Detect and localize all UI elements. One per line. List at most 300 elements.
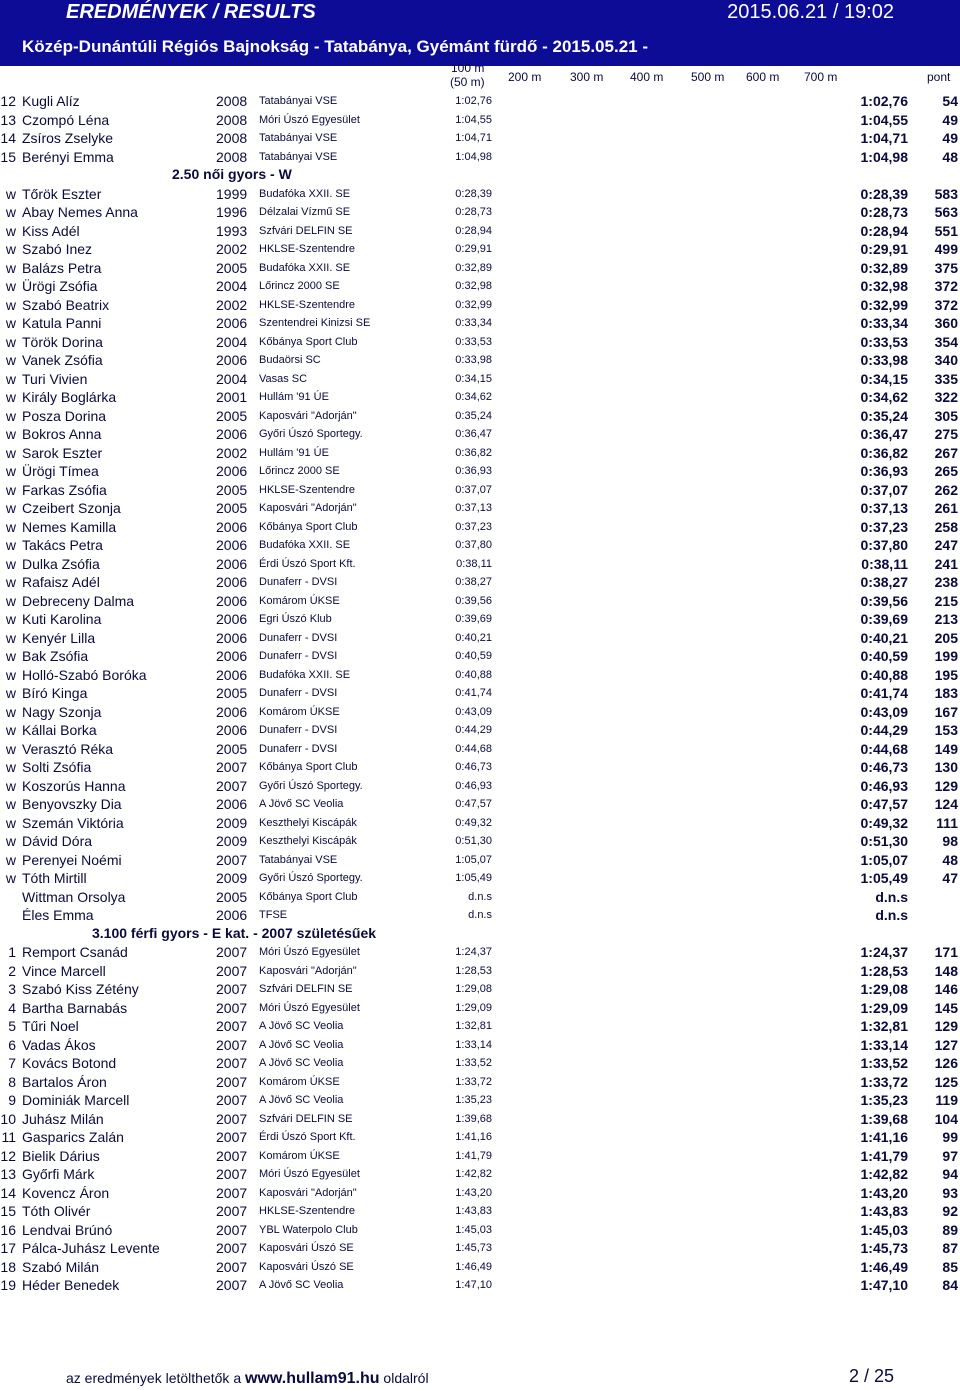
result-row (0, 999, 960, 1017)
points: 335 (934, 370, 958, 387)
final-time: 0:34,15 (860, 370, 908, 387)
place: 15 (0, 148, 16, 165)
club-name: Szfvári DELFIN SE (259, 1112, 353, 1125)
points: 87 (942, 1240, 958, 1256)
birth-year: 2007 (216, 1184, 248, 1201)
final-time: 0:32,99 (860, 296, 908, 313)
swimmer-name: Vadas Ákos (22, 1036, 96, 1053)
club-name: Győri Úszó Sportegy. (259, 779, 363, 792)
birth-year: 2005 (216, 500, 248, 516)
result-row (0, 481, 960, 499)
final-time: 1:33,72 (860, 1073, 908, 1090)
result-row (0, 980, 960, 998)
points: 99 (942, 1129, 958, 1145)
swimmer-name: Kovencz Áron (22, 1184, 110, 1201)
swimmer-name: Wittman Orsolya (22, 888, 126, 905)
club-name: Kaposvári Úszó SE (259, 1260, 354, 1273)
club-name: Kaposvári "Adorján" (259, 502, 357, 514)
split-time: 0:28,39 (455, 187, 492, 200)
birth-year: 2006 (216, 796, 248, 812)
result-row (0, 259, 960, 277)
final-time: 1:45,03 (860, 1221, 908, 1238)
swimmer-name: Juhász Milán (22, 1110, 104, 1127)
place: 2 (8, 962, 16, 979)
club-name: A Jövő SC Veolia (259, 1020, 344, 1032)
result-row (0, 610, 960, 628)
split-time: 1:29,09 (455, 1001, 492, 1014)
birth-year: 2007 (216, 1055, 248, 1071)
final-time: 0:36,93 (860, 463, 908, 479)
birth-year: 2002 (216, 296, 248, 313)
club-name: A Jövő SC Veolia (259, 1279, 344, 1291)
swimmer-name: Kugli Alíz (22, 93, 80, 109)
points: 149 (934, 740, 958, 757)
final-time: 1:29,08 (860, 981, 908, 997)
final-time: 0:44,29 (860, 722, 908, 738)
result-row (0, 1073, 960, 1091)
swimmer-name: Farkas Zsófia (22, 481, 107, 498)
final-time: 1:29,09 (860, 999, 908, 1016)
download-suffix: oldalról (379, 1370, 429, 1386)
swimmer-name: Verasztó Réka (22, 740, 114, 757)
birth-year: 1999 (216, 185, 248, 202)
points: 195 (934, 666, 958, 683)
final-time: 0:33,34 (860, 315, 908, 331)
birth-year: 2007 (216, 1258, 248, 1275)
split-time: 1:33,14 (455, 1038, 492, 1051)
points: 54 (942, 93, 958, 109)
split-time: 0:37,13 (455, 502, 492, 514)
split-time: 1:45,03 (455, 1223, 492, 1236)
place: 13 (0, 1166, 16, 1182)
place: 14 (0, 1184, 16, 1201)
swimmer-name: Solti Zsófia (22, 759, 92, 775)
header-points: pont (927, 70, 951, 84)
points: 583 (934, 185, 958, 202)
points: 265 (934, 463, 958, 479)
place: w (5, 518, 16, 535)
birth-year: 2005 (216, 481, 248, 498)
points: 98 (942, 833, 958, 849)
points: 124 (934, 796, 958, 812)
club-name: Tatabányai VSE (259, 853, 338, 866)
birth-year: 2006 (216, 629, 248, 646)
split-time: 0:32,99 (455, 298, 492, 311)
club-name: Dunaferr - DVSI (259, 576, 338, 588)
club-name: Érdi Úszó Sport Kft. (259, 1131, 356, 1143)
club-name: Dunaferr - DVSI (259, 631, 338, 644)
club-name: Győri Úszó Sportegy. (259, 428, 363, 440)
split-time: 1:04,71 (455, 132, 492, 144)
final-time: 0:38,27 (860, 574, 908, 590)
club-name: Szfvári DELFIN SE (259, 983, 353, 995)
split-time: 0:41,74 (455, 687, 492, 699)
birth-year: 2002 (216, 241, 248, 257)
swimmer-name: Bartalos Áron (22, 1073, 107, 1090)
birth-year: 2006 (216, 518, 248, 535)
place: 17 (0, 1240, 16, 1256)
download-prefix: az eredmények letölthetők a (66, 1370, 245, 1386)
points: 238 (934, 574, 958, 590)
result-row (0, 555, 960, 573)
final-time: 1:43,83 (860, 1203, 908, 1219)
final-time: 1:28,53 (860, 962, 908, 979)
final-time: 0:28,94 (860, 222, 908, 239)
birth-year: 2004 (216, 278, 248, 294)
split-time: 0:38,11 (456, 557, 492, 570)
final-time: 0:28,39 (860, 185, 908, 202)
birth-year: 2006 (216, 463, 248, 479)
swimmer-name: Szabó Beatrix (22, 296, 110, 313)
result-row (0, 425, 960, 443)
points: 372 (934, 278, 958, 294)
split-time: 0:40,21 (455, 631, 492, 644)
swimmer-name: Sarok Eszter (22, 444, 103, 461)
place: 12 (0, 93, 16, 109)
swimmer-name: Bartha Barnabás (22, 999, 128, 1016)
birth-year: 2006 (216, 574, 248, 590)
result-row (0, 721, 960, 739)
club-name: Móri Úszó Egyesület (259, 1168, 360, 1180)
swimmer-name: Dulka Zsófia (22, 555, 100, 572)
club-name: Tatabányai VSE (259, 132, 338, 144)
birth-year: 2007 (216, 1092, 248, 1108)
result-row (0, 185, 960, 203)
club-name: Győri Úszó Sportegy. (259, 872, 363, 884)
place: w (5, 296, 16, 313)
birth-year: 2002 (216, 444, 248, 461)
split-time: 0:37,80 (455, 539, 492, 551)
points: 205 (934, 629, 958, 646)
result-row (0, 647, 960, 665)
club-name: Délzalai Vízmű SE (259, 206, 351, 218)
place: 11 (1, 1129, 16, 1145)
split-time: 1:41,16 (455, 1131, 492, 1143)
place: w (5, 352, 16, 368)
points: 261 (934, 500, 958, 516)
competition-subtitle: Közép-Dunántúli Régiós Bajnokság - Tatabánya, Gyémánt fürdő - 2015.05.21 - (22, 37, 648, 56)
final-time: 0:37,07 (860, 481, 908, 498)
place: w (5, 315, 16, 331)
birth-year: 2007 (216, 1073, 248, 1090)
points: 305 (934, 407, 958, 424)
header-200m: 200 m (508, 70, 542, 84)
result-row (0, 814, 960, 832)
club-name: Vasas SC (259, 372, 308, 385)
result-row (0, 1202, 960, 1220)
swimmer-name: Remport Csanád (22, 944, 128, 960)
final-time: 0:32,89 (860, 259, 908, 276)
swimmer-name: Bak Zsófia (22, 648, 89, 664)
swimmer-name: Győrfi Márk (22, 1166, 95, 1182)
birth-year: 2005 (216, 407, 248, 424)
swimmer-name: Zsíros Zselyke (22, 130, 114, 146)
points: 47 (942, 870, 958, 886)
points: 153 (934, 722, 958, 738)
place: w (5, 370, 16, 387)
points: 267 (934, 444, 958, 461)
place: w (5, 389, 16, 405)
split-time: 1:24,37 (455, 946, 492, 958)
result-row (0, 148, 960, 166)
result-row (0, 869, 960, 887)
split-time: 0:39,69 (455, 613, 492, 625)
result-row (0, 129, 960, 147)
result-row (0, 296, 960, 314)
place: w (5, 796, 16, 812)
result-row (0, 1184, 960, 1202)
place: w (5, 814, 16, 831)
club-name: Móri Úszó Egyesület (259, 1001, 360, 1014)
final-time: 0:34,62 (860, 389, 908, 405)
swimmer-name: Balázs Petra (22, 259, 102, 276)
split-time: 1:47,10 (455, 1279, 492, 1291)
place: w (5, 481, 16, 498)
place: w (5, 685, 16, 701)
club-name: Lőrincz 2000 SE (259, 280, 340, 292)
split-time: 0:36,82 (455, 446, 492, 459)
club-name: Szentendrei Kinizsi SE (259, 317, 371, 329)
final-time: 1:24,37 (860, 944, 908, 960)
split-time: 1:39,68 (455, 1112, 492, 1125)
points: 111 (936, 814, 958, 831)
swimmer-name: Király Boglárka (22, 389, 117, 405)
split-time: 1:42,82 (455, 1168, 492, 1180)
points: 247 (934, 537, 958, 553)
place: w (5, 777, 16, 794)
final-time: 0:44,68 (860, 740, 908, 757)
result-row (0, 536, 960, 554)
result-row (0, 499, 960, 517)
points: 129 (934, 777, 958, 794)
birth-year: 2004 (216, 333, 248, 350)
final-time: 0:37,13 (860, 500, 908, 516)
birth-year: 2005 (216, 888, 248, 905)
split-time: 1:33,72 (455, 1075, 492, 1088)
final-time: 0:28,73 (860, 204, 908, 220)
place: w (5, 740, 16, 757)
place: w (5, 648, 16, 664)
points: 130 (934, 759, 958, 775)
place: 7 (8, 1055, 16, 1071)
birth-year: 2006 (216, 555, 248, 572)
swimmer-name: Szabó Inez (22, 241, 93, 257)
place: w (5, 759, 16, 775)
final-time: 1:45,73 (860, 1240, 908, 1256)
result-row (0, 1017, 960, 1035)
club-name: YBL Waterpolo Club (259, 1223, 358, 1236)
website-link[interactable]: www.hullam91.hu (245, 1370, 380, 1387)
club-name: Kaposvári "Adorján" (259, 964, 357, 977)
swimmer-name: Tóth Olivér (22, 1203, 91, 1219)
club-name: Keszthelyi Kiscápák (259, 835, 357, 847)
birth-year: 2009 (216, 814, 248, 831)
place: 1 (8, 944, 16, 960)
club-name: Budaörsi SC (259, 354, 321, 366)
split-time: 1:43,20 (455, 1186, 492, 1199)
club-name: Kőbánya Sport Club (259, 520, 358, 533)
final-time: 0:36,82 (860, 444, 908, 461)
birth-year: 2008 (216, 148, 248, 165)
place: w (5, 666, 16, 683)
birth-year: 2007 (216, 777, 248, 794)
points: 145 (934, 999, 958, 1016)
points: 49 (942, 111, 958, 128)
split-time: 0:33,53 (455, 335, 492, 348)
birth-year: 2006 (216, 315, 248, 331)
final-time: 0:41,74 (860, 685, 908, 701)
column-header (0, 62, 960, 88)
place: w (5, 537, 16, 553)
final-time: 0:46,73 (860, 759, 908, 775)
split-time: 0:32,98 (455, 280, 492, 292)
swimmer-name: Dávid Dóra (22, 833, 93, 849)
final-time: 0:40,59 (860, 648, 908, 664)
result-row (0, 1128, 960, 1146)
place: w (5, 870, 16, 886)
club-name: Budafóka XXII. SE (259, 187, 351, 200)
result-row (0, 111, 960, 129)
points: 322 (934, 389, 958, 405)
club-name: Kaposvári "Adorján" (259, 1186, 357, 1199)
split-time: 0:36,93 (455, 465, 492, 477)
birth-year: 2007 (216, 999, 248, 1016)
page-number: 2 / 25 (848, 1366, 894, 1386)
swimmer-name: Vince Marcell (22, 962, 106, 979)
swimmer-name: Benyovszky Dia (22, 796, 122, 812)
swimmer-name: Éles Emma (22, 907, 94, 923)
result-row (0, 795, 960, 813)
birth-year: 2007 (216, 759, 248, 775)
club-name: Komárom ÚKSE (259, 1075, 340, 1088)
club-name: Budafóka XXII. SE (259, 668, 351, 681)
points: 126 (934, 1055, 958, 1071)
result-row (0, 92, 960, 110)
split-time: 1:04,98 (455, 150, 492, 163)
points: 372 (934, 296, 958, 313)
club-name: Kaposvári "Adorján" (259, 409, 357, 422)
split-time: 1:04,55 (455, 113, 492, 126)
points: 48 (942, 148, 958, 165)
result-row (0, 684, 960, 702)
split-time: 0:34,62 (455, 391, 492, 403)
swimmer-name: Perenyei Noémi (22, 851, 122, 868)
split-time: 1:32,81 (455, 1020, 492, 1032)
final-time: 1:35,23 (860, 1092, 908, 1108)
place: 16 (0, 1221, 16, 1238)
birth-year: 2007 (216, 1036, 248, 1053)
birth-year: 1993 (216, 222, 248, 239)
swimmer-name: Dominiák Marcell (22, 1092, 130, 1108)
swimmer-name: Koszorús Hanna (22, 777, 126, 794)
final-time: 1:42,82 (860, 1166, 908, 1182)
final-time: 0:39,56 (860, 592, 908, 609)
split-time: 0:33,98 (455, 354, 492, 366)
swimmer-name: Nagy Szonja (22, 703, 102, 720)
swimmer-name: Nemes Kamilla (22, 518, 117, 535)
final-time: 1:46,49 (860, 1258, 908, 1275)
place: 12 (0, 1147, 16, 1164)
page-footer (0, 1366, 960, 1390)
birth-year: 2006 (216, 352, 248, 368)
result-row (0, 832, 960, 850)
result-row (0, 518, 960, 536)
birth-year: 2006 (216, 666, 248, 683)
points: 119 (935, 1092, 958, 1108)
swimmer-name: Takács Petra (22, 537, 103, 553)
swimmer-name: Tóth Mirtill (22, 870, 87, 886)
split-time: 1:28,53 (455, 964, 492, 977)
club-name: Egri Úszó Klub (259, 613, 332, 625)
swimmer-name: Czompó Léna (22, 111, 110, 128)
swimmer-name: Lendvai Brúnó (22, 1221, 113, 1238)
points: 340 (934, 352, 958, 368)
split-time: 0:29,91 (455, 243, 492, 255)
result-row (0, 758, 960, 776)
result-row (0, 573, 960, 591)
points: 89 (942, 1221, 958, 1238)
swimmer-name: Kiss Adél (22, 222, 80, 239)
swimmer-name: Debreceny Dalma (22, 592, 135, 609)
result-row (0, 1147, 960, 1165)
result-row (0, 444, 960, 462)
swimmer-name: Héder Benedek (22, 1277, 120, 1293)
birth-year: 2006 (216, 426, 248, 442)
result-row (0, 629, 960, 647)
result-row (0, 1110, 960, 1128)
swimmer-name: Vanek Zsófia (22, 352, 103, 368)
place: w (5, 444, 16, 461)
swimmer-name: Abay Nemes Anna (22, 204, 138, 220)
result-row (0, 203, 960, 221)
result-row (0, 666, 960, 684)
result-row (0, 703, 960, 721)
result-row (0, 777, 960, 795)
club-name: A Jövő SC Veolia (259, 798, 344, 810)
birth-year: 2007 (216, 1240, 248, 1256)
split-time: 0:28,94 (455, 224, 492, 237)
place: w (5, 555, 16, 572)
birth-year: 2008 (216, 130, 248, 146)
points: 354 (934, 333, 958, 350)
header-500m: 500 m (691, 70, 725, 84)
birth-year: 1996 (216, 204, 248, 220)
club-name: Móri Úszó Egyesület (259, 113, 360, 126)
final-time: 0:46,93 (860, 777, 908, 794)
points: 94 (942, 1166, 958, 1182)
result-row (0, 1221, 960, 1239)
place: 14 (0, 130, 16, 146)
birth-year: 2009 (216, 870, 248, 886)
event-heading: 2.50 női gyors - W (172, 166, 292, 182)
final-time: 1:04,98 (860, 148, 908, 165)
place: w (5, 333, 16, 350)
swimmer-name: Katula Panni (22, 315, 102, 331)
birth-year: 2008 (216, 111, 248, 128)
club-name: Hullám '91 ÚE (259, 391, 329, 403)
place: 13 (0, 111, 16, 128)
points: 48 (942, 851, 958, 868)
final-time: 1:41,79 (860, 1147, 908, 1164)
result-row (0, 1036, 960, 1054)
split-time: 1:46,49 (455, 1260, 492, 1273)
points: 49 (942, 130, 958, 146)
split-time: 1:29,08 (455, 983, 492, 995)
place: 10 (0, 1110, 16, 1127)
split-time: 0:36,47 (455, 428, 492, 440)
final-time: 0:38,11 (861, 555, 908, 572)
split-time: 0:51,30 (455, 835, 492, 847)
